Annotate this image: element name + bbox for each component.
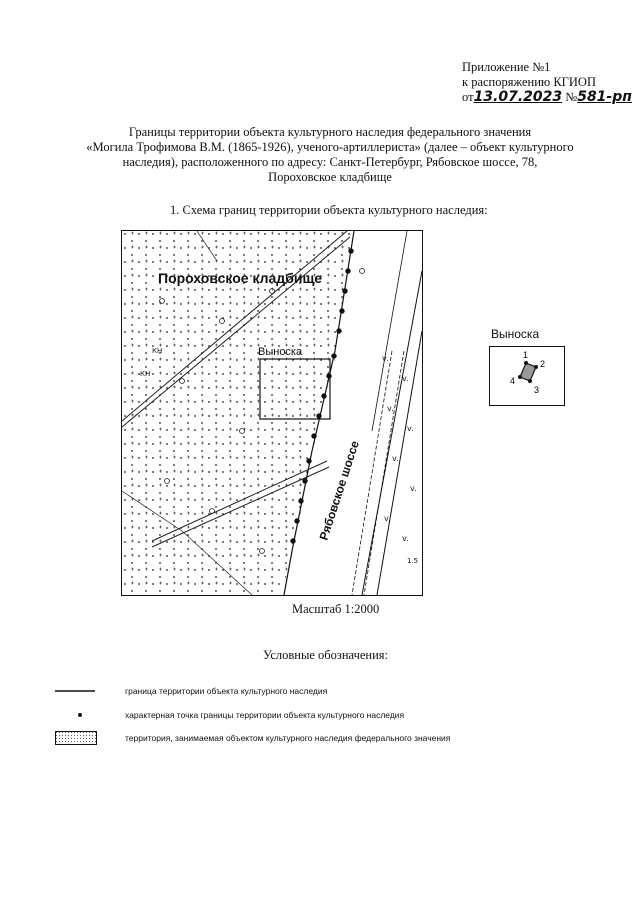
annex-line-2: к распоряжению КГИОП bbox=[462, 75, 596, 89]
title-line-1: Границы территории объекта культурного наследия федерального значения bbox=[128, 125, 532, 139]
annex-line-1: Приложение №1 bbox=[462, 60, 551, 74]
title-line-4: Пороховское кладбище bbox=[268, 170, 392, 184]
annex-header bbox=[462, 60, 632, 105]
inset-point-4: 4 bbox=[510, 376, 516, 386]
map-callout-label: Выноска bbox=[258, 346, 303, 358]
legend-item-line bbox=[55, 686, 328, 698]
date-prefix: от bbox=[462, 90, 474, 104]
svg-text:v.: v. bbox=[382, 354, 389, 363]
title-line-2: «Могила Трофимова В.М. (1865-1926), ученого-артиллериста» (далее – объект культурного bbox=[86, 140, 574, 154]
annex-date-line bbox=[462, 90, 632, 105]
map-symbol-label-1: КН bbox=[152, 347, 163, 355]
inset-label: Выноска bbox=[491, 327, 540, 341]
svg-text:v.: v. bbox=[392, 454, 399, 463]
legend-text-dot: характерная точка границы территории объекта культурного наследия bbox=[125, 710, 405, 720]
inset-point-3: 3 bbox=[534, 385, 540, 395]
number-value: 581-рп bbox=[577, 89, 632, 105]
map-scale: Масштаб 1:2000 bbox=[292, 602, 380, 616]
map-elevation-label: 1.5 bbox=[407, 557, 419, 565]
svg-text:v.: v. bbox=[387, 404, 394, 413]
map-cemetery-label: Пороховское кладбище bbox=[158, 270, 323, 286]
title-line-3: наследия), расположенного по адресу: Санкт-Петербург, Рябовское шоссе, 78, bbox=[122, 155, 538, 169]
legend-text-line: граница территории объекта культурного наследия bbox=[125, 686, 328, 696]
legend-title: Условные обозначения: bbox=[263, 648, 389, 662]
svg-text:v.: v. bbox=[410, 484, 417, 493]
number-prefix: № bbox=[565, 90, 578, 104]
document-title bbox=[60, 125, 600, 185]
inset-point-2: 2 bbox=[540, 359, 546, 369]
svg-text:v.: v. bbox=[402, 534, 409, 543]
legend-dot-symbol bbox=[55, 710, 97, 720]
legend-item-stipple bbox=[55, 731, 451, 747]
inset-frame bbox=[489, 346, 565, 406]
inset-point-1: 1 bbox=[523, 350, 529, 360]
road bbox=[352, 231, 422, 595]
legend-text-stipple: территория, занимаемая объектом культурного наследия федерального значения bbox=[125, 733, 451, 743]
date-value: 13.07.2023 bbox=[473, 89, 563, 105]
legend-line-symbol bbox=[55, 686, 97, 696]
map-road-label: Рябовское шоссе bbox=[316, 438, 362, 542]
svg-text:v.: v. bbox=[402, 374, 409, 383]
legend-item-dot bbox=[55, 710, 405, 722]
svg-text:v.: v. bbox=[407, 424, 414, 433]
section-heading: 1. Схема границ территории объекта культурного наследия: bbox=[170, 203, 488, 217]
boundary-map bbox=[121, 230, 423, 596]
svg-text:v.: v. bbox=[384, 514, 391, 523]
legend-stipple-symbol bbox=[55, 731, 97, 745]
map-symbol-label-2: КН bbox=[140, 370, 151, 378]
